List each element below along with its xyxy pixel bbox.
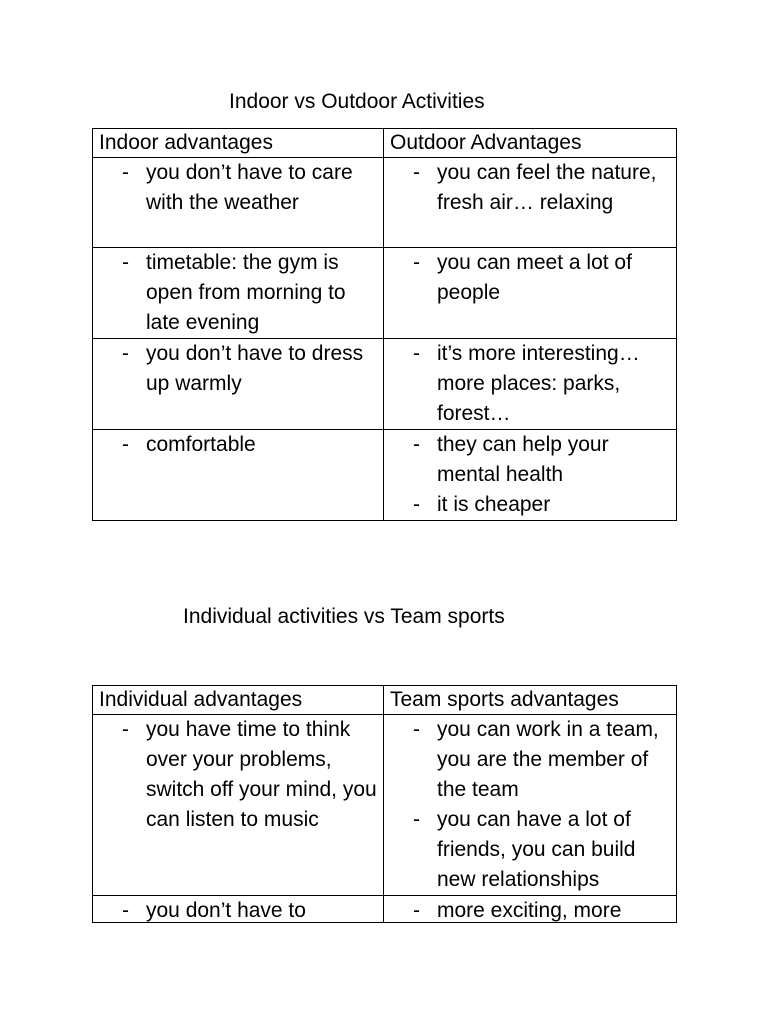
outdoor-cell <box>384 158 677 248</box>
dash-bullet: - <box>413 161 420 184</box>
list-item-text: it is cheaper <box>437 493 551 516</box>
dash-bullet: - <box>413 718 420 741</box>
list-item <box>384 339 676 429</box>
list-item-text: you can feel the nature, fresh air… relaxing <box>437 161 657 214</box>
table-row <box>93 715 677 896</box>
dash-bullet: - <box>413 342 420 365</box>
list-item <box>93 715 383 835</box>
outdoor-cell <box>384 248 677 339</box>
list-item-text: they can help your mental health <box>437 433 609 486</box>
list-item <box>384 896 676 922</box>
outdoor-list <box>384 248 676 308</box>
list-item <box>93 158 383 218</box>
dash-bullet: - <box>413 251 420 274</box>
dash-bullet: - <box>122 433 129 456</box>
team-cell <box>384 715 677 896</box>
list-item-text: you don’t have to <box>146 899 306 922</box>
dash-bullet: - <box>122 342 129 365</box>
header-team-sports-advantages: Team sports advantages <box>384 686 677 715</box>
list-item <box>384 158 676 218</box>
indoor-cell <box>93 430 384 521</box>
individual-cell <box>93 715 384 896</box>
dash-bullet: - <box>122 161 129 184</box>
list-item-text: timetable: the gym is open from morning to late evening <box>146 251 346 334</box>
list-item-text: you don’t have to dress up warmly <box>146 342 364 395</box>
list-item-text: you can have a lot of friends, you can build new relationships <box>437 808 636 891</box>
list-item <box>384 490 676 520</box>
table-header-row <box>93 129 677 158</box>
list-item <box>93 896 383 922</box>
dash-bullet: - <box>413 493 420 516</box>
list-item-text: you don’t have to care with the weather <box>146 161 353 214</box>
header-outdoor-advantages: Outdoor Advantages <box>384 129 677 158</box>
list-item-text: more exciting, more <box>437 899 622 922</box>
outdoor-list <box>384 158 676 218</box>
dash-bullet: - <box>122 899 129 922</box>
table-row <box>93 896 677 923</box>
indoor-cell <box>93 339 384 430</box>
individual-team-table <box>92 685 677 923</box>
list-item <box>93 430 383 460</box>
indoor-cell <box>93 158 384 248</box>
section-title-indoor-outdoor: Indoor vs Outdoor Activities <box>229 90 485 113</box>
dash-bullet: - <box>413 808 420 831</box>
outdoor-cell <box>384 339 677 430</box>
list-item <box>93 248 383 338</box>
indoor-list <box>93 248 383 338</box>
indoor-list <box>93 158 383 218</box>
indoor-outdoor-table <box>92 128 677 521</box>
team-list <box>384 715 676 895</box>
outdoor-list <box>384 430 676 520</box>
list-item-text: it’s more interesting… more places: parks, forest… <box>437 342 640 425</box>
list-item-text: comfortable <box>146 433 256 456</box>
list-item <box>93 339 383 399</box>
dash-bullet: - <box>413 433 420 456</box>
dash-bullet: - <box>122 251 129 274</box>
header-indoor-advantages: Indoor advantages <box>93 129 384 158</box>
list-item <box>384 805 676 895</box>
individual-cell <box>93 896 384 923</box>
indoor-list <box>93 339 383 399</box>
table-row <box>93 248 677 339</box>
dash-bullet: - <box>122 718 129 741</box>
individual-list <box>93 896 383 922</box>
table-row <box>93 339 677 430</box>
list-item <box>384 430 676 490</box>
indoor-cell <box>93 248 384 339</box>
list-item-text: you can meet a lot of people <box>437 251 632 304</box>
individual-list <box>93 715 383 835</box>
list-item <box>384 715 676 805</box>
table-row <box>93 158 677 248</box>
indoor-list <box>93 430 383 460</box>
team-cell <box>384 896 677 923</box>
dash-bullet: - <box>413 899 420 922</box>
list-item-text: you have time to think over your problems, switch off your mind, you can listen to music <box>146 718 377 831</box>
outdoor-list <box>384 339 676 429</box>
list-item <box>384 248 676 308</box>
table-row <box>93 430 677 521</box>
team-list <box>384 896 676 922</box>
header-individual-advantages: Individual advantages <box>93 686 384 715</box>
section-title-individual-team: Individual activities vs Team sports <box>183 605 505 628</box>
table-header-row <box>93 686 677 715</box>
outdoor-cell <box>384 430 677 521</box>
list-item-text: you can work in a team, you are the member of the team <box>437 718 659 801</box>
